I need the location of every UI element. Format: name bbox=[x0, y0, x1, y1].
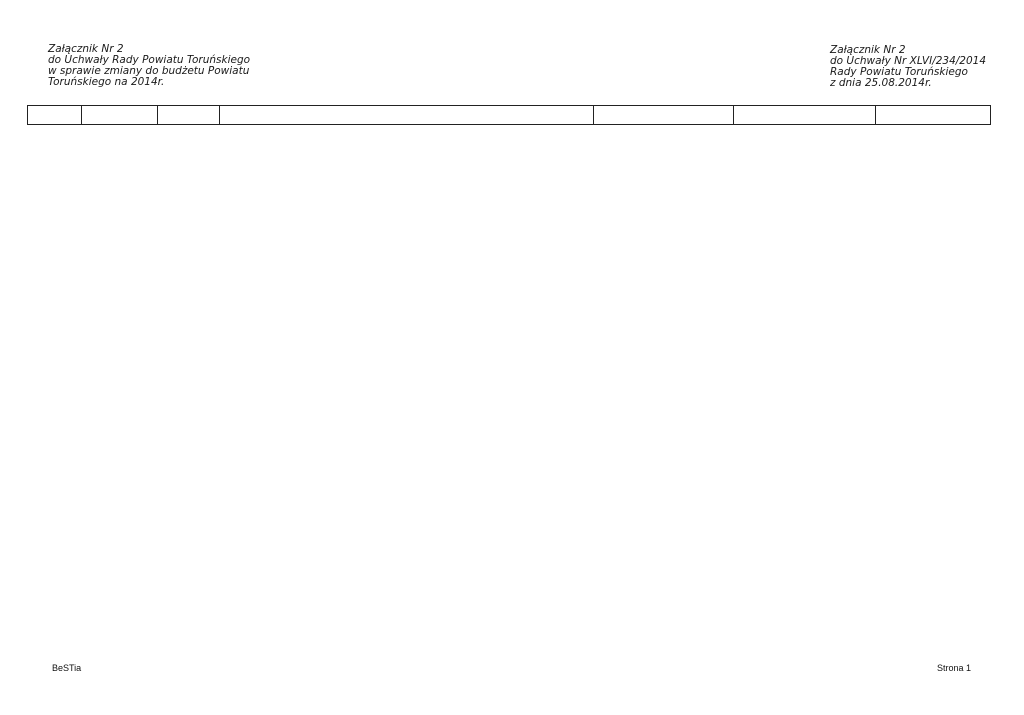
column-header bbox=[28, 106, 82, 125]
column-header bbox=[734, 106, 876, 125]
handwritten-line: z dnia 25.08.2014r. bbox=[830, 77, 932, 89]
handwritten-line: Rady Powiatu Toruńskiego bbox=[830, 66, 968, 78]
column-header bbox=[82, 106, 158, 125]
budget-table bbox=[27, 105, 991, 125]
table-header-row bbox=[28, 106, 991, 125]
column-header bbox=[220, 106, 594, 125]
column-header bbox=[594, 106, 734, 125]
handwritten-line: do Uchwały Rady Powiatu Toruńskiego bbox=[48, 54, 251, 66]
handwritten-line: w sprawie zmiany do budżetu Powiatu bbox=[48, 65, 250, 77]
footer-software-name: BeSTia bbox=[52, 663, 82, 673]
handwritten-line: do Uchwały Nr XLVI/234/2014 bbox=[830, 55, 987, 67]
handwritten-line: Załącznik Nr 2 bbox=[830, 44, 906, 56]
footer-page-number: Strona 1 bbox=[937, 663, 972, 673]
handwritten-note-right bbox=[830, 45, 986, 89]
handwritten-note-left bbox=[48, 44, 250, 88]
column-header bbox=[158, 106, 220, 125]
handwritten-line: Toruńskiego na 2014r. bbox=[48, 76, 165, 88]
handwritten-line: Załącznik Nr 2 bbox=[48, 43, 124, 55]
column-header bbox=[876, 106, 991, 125]
